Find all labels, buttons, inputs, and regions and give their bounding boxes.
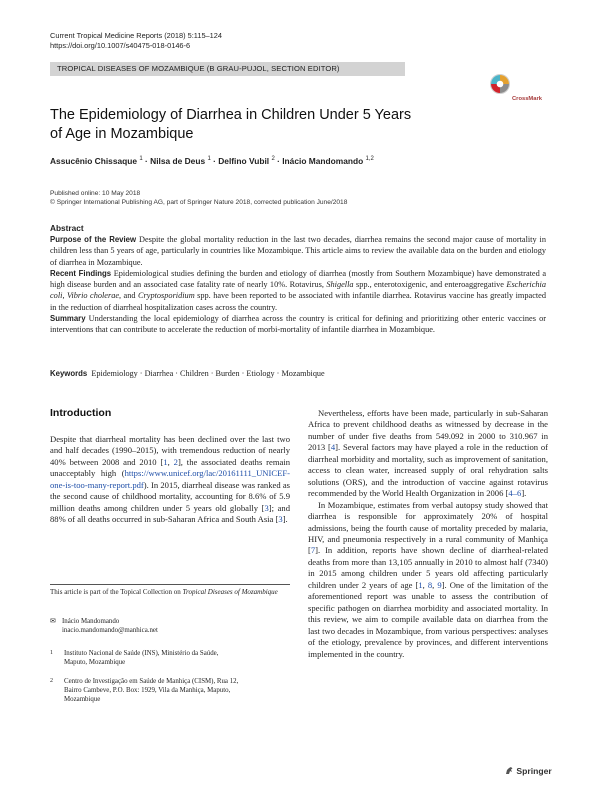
crossmark-icon	[488, 72, 548, 106]
copyright-line: © Springer International Publishing AG, part of Springer Nature 2018, corrected publication June/2018	[50, 199, 348, 206]
author-affiliation-ref: 1	[207, 156, 211, 163]
springer-horse-icon	[505, 766, 514, 775]
findings-text: spp. have been reported to be associated with infantile diarrhea. Rotavirus vaccine has greatly impacted in the reduction of diarrheal hospitalization cases across the country.	[50, 291, 547, 312]
citation-link[interactable]: 9	[437, 579, 442, 590]
title-line-1: The Epidemiology of Diarrhea in Children Under 5 Years	[50, 107, 412, 123]
citation-link[interactable]: 4–6	[508, 488, 522, 499]
summary-text: Understanding the local epidemiology of diarrhea across the country is critical for defining and prioritizing other enteric vaccines or interventions that can contribute to accelerate the reduction of morbi-mortality of infantile diarrhea in Mozambique.	[50, 314, 546, 335]
findings-text: spp., enterotoxigenic, and enteroaggregative	[355, 280, 504, 290]
publication-meta	[50, 189, 347, 207]
author-separator: ·	[277, 156, 280, 166]
author-name[interactable]: Delfino Vubil	[218, 156, 270, 166]
published-date: Published online: 10 May 2018	[50, 190, 141, 197]
summary-label: Summary	[50, 314, 86, 324]
right-column	[308, 408, 548, 660]
publisher-logo	[505, 766, 552, 776]
purpose-text: Despite the global mortality reduction in the last two decades, diarrhea remains the second major cause of mortality in children less than 5 years of age, particularly in countries like Mozambique. This article aims to review the available data on the burden and etiology of diarrhea in Mozambique.	[50, 235, 546, 267]
keywords-line	[50, 369, 546, 378]
author-name[interactable]: Inácio Mandomando	[282, 156, 364, 166]
findings-text: ,	[62, 291, 65, 301]
citation-link[interactable]: 7	[310, 545, 316, 556]
author-affiliation-ref: 1	[139, 156, 143, 163]
journal-citation: Current Tropical Medicine Reports (2018) 5:115–124	[50, 31, 222, 40]
left-column	[50, 434, 290, 526]
intro-paragraph: Nevertheless, efforts have been made, particularly in sub-Saharan Africa to prevent childhood deaths as witnessed by decrease in the number of under five deaths from 549.092 in 2000 to 310.967 in 2013 [4]. Several factors may have played a role in the reduction of diarrheal morbidity and mortality, such as improvement of sanitation, access to clean water, increased supply of oral rehydration salts solutions (ORS), and the introduction of vaccine against rotavirus recommended by the World Health Organization in 2006 [4–6].	[308, 408, 548, 499]
corresponding-author	[50, 617, 290, 635]
author-separator: ·	[213, 156, 216, 166]
purpose-label: Purpose of the Review	[50, 235, 137, 244]
abstract-heading: Abstract	[50, 223, 84, 233]
abstract-summary	[50, 313, 546, 336]
author-affiliation-ref: 2	[271, 156, 275, 163]
envelope-icon: ✉	[50, 618, 56, 625]
citation-link[interactable]: 4	[330, 442, 336, 453]
article-title	[50, 106, 430, 143]
author-name[interactable]: Nilsa de Deus	[150, 156, 206, 166]
findings-text: , and	[119, 291, 136, 301]
findings-text: Epidemiological studies defining the burden and etiology of diarrhea (mostly from Southern Mozambique) have demonstrated a high disease burden and an associated case fatality rate of nearly 10%. Rotavirus,	[50, 268, 547, 290]
journal-header	[50, 31, 222, 51]
citation-link[interactable]: 2	[173, 456, 178, 467]
title-line-2: of Age in Mozambique	[50, 125, 194, 142]
author-name[interactable]: Assucênio Chissaque	[50, 156, 138, 166]
collection-title: Tropical Diseases of Mozambique	[182, 588, 278, 596]
keywords-label: Keywords	[50, 369, 88, 378]
topical-collection-note: This article is part of the Topical Collection on Tropical Diseases of Mozambique	[50, 588, 278, 596]
intro-paragraph: In Mozambique, estimates from verbal autopsy study showed that diarrhea is responsible for approximately 20% of hospital admissions, being the fourth cause of mortality preceded by malaria, HIV, and pneumonia respectively in a rural community of Manhiça [7]. In addition, reports have shown decline of diarrheal-related deaths from more than 13,105 annually in 2010 to almost half (7340) in 2015 among children under 5 years old affecting particularly children under 2 years of age [1, 8, 9]. One of the limitation of the aforementioned report was unable to assess the contribution of specific pathogen on diarrhea morbidity and associated mortality. In this review, we aim to compile available data on diarrhea from the last two decades in Mozambique, from various perspectives: analyses of the etiology, prevalence by provinces, and different interventions implemented in the country.	[308, 499, 549, 659]
citation-link[interactable]: 8	[427, 579, 433, 590]
author-separator: ·	[145, 156, 148, 166]
citation-link[interactable]: 1	[418, 579, 423, 590]
publisher-name: Springer	[516, 766, 552, 776]
affiliation-1: 1 Instituto Nacional de Saúde (INS), Ministério da Saúde, Maputo, Mozambique	[50, 650, 219, 667]
affiliation-2: 2 Centro de Investigação em Saúde de Manhiça (CISM), Rua 12, Bairro Cambeve, P.O. Box: 1929, Vila da Manhiça, Maputo, Mozambique	[50, 678, 239, 704]
crossmark-badge[interactable]	[488, 72, 548, 106]
abstract-body	[50, 234, 546, 336]
findings-label: Recent Findings	[50, 268, 112, 278]
organism-name: Shigella	[326, 280, 354, 290]
crossmark-label: CrossMark	[512, 96, 542, 102]
organism-name: Cryptosporidium	[138, 291, 195, 301]
keywords-text: Epidemiology · Diarrhea · Children · Burden · Etiology · Mozambique	[91, 369, 325, 378]
unicef-report-link[interactable]: https://www.unicef.org/lac/20161111_UNICEF-one-is-too-many-report.pdf	[50, 468, 290, 490]
doi-link[interactable]: https://doi.org/10.1007/s40475-018-0146-6	[50, 41, 191, 50]
intro-paragraph: Despite that diarrheal mortality has been declined over the last two and half decades (1990–2015), with tremendous reduction of nearly 40% between 2008 and 2010 [1, 2], the associated deaths remain unacceptably high (https://www.unicef.org/lac/20161111_UNICEF-one-is-too-many-report.pdf). In 2015, diarrheal disease was ranked as the second cause of childhood mortality, accounting for 8.6% of 5.9 million deaths among children under 5 years old globally [3]; and 88% of all deaths occurred in sub-Saharan Africa and South Asia [3].	[50, 434, 291, 525]
section-bar: TROPICAL DISEASES OF MOZAMBIQUE (B GRAU-PUJOL, SECTION EDITOR)	[50, 62, 405, 76]
citation-link[interactable]: 1	[163, 456, 168, 467]
abstract-purpose	[50, 234, 546, 268]
contact-email[interactable]: inacio.mandomando@manhica.net	[62, 627, 158, 635]
citation-link[interactable]: 3	[264, 502, 269, 513]
abstract-findings	[50, 268, 546, 313]
contact-name: Inácio Mandomando	[62, 618, 120, 625]
organism-name: Vibrio cholerae	[66, 291, 120, 301]
citation-link[interactable]: 3	[278, 514, 283, 525]
author-list	[50, 156, 374, 166]
footnote-divider	[50, 584, 290, 585]
introduction-heading: Introduction	[50, 407, 112, 419]
organism-name: Escherichia coli	[50, 280, 547, 301]
author-affiliation-ref: 1,2	[365, 156, 374, 163]
